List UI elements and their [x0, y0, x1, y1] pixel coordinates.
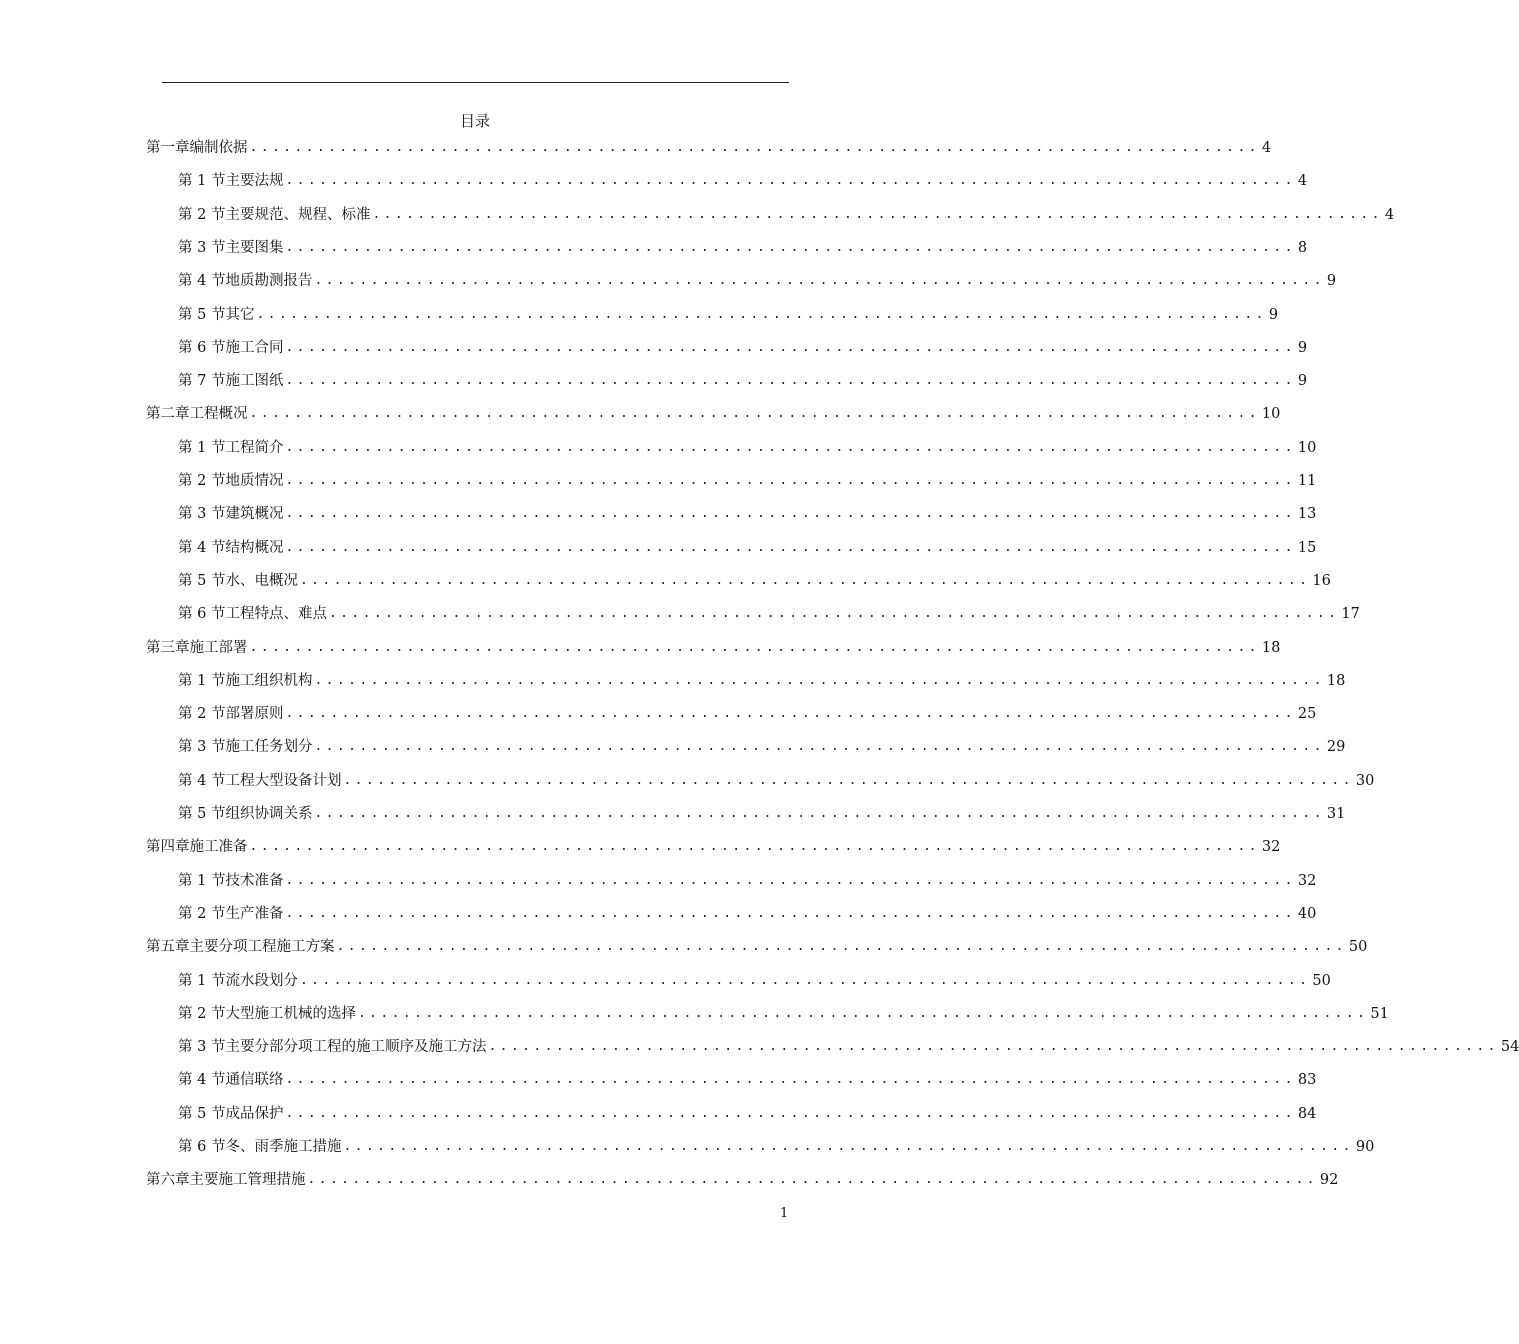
dot-leader: .......................................................................................... [299, 572, 1311, 588]
toc-entry-page: 50 [1348, 939, 1368, 956]
toc-section-entry[interactable] [178, 436, 1317, 458]
toc-section-entry[interactable] [178, 1002, 1389, 1024]
toc-chapter-entry[interactable] [146, 402, 1281, 424]
toc-section-entry[interactable] [178, 203, 1395, 225]
dot-leader: .......................................................................................... [314, 273, 1325, 289]
dot-leader: .......................................................................................... [285, 1105, 1296, 1121]
toc-section-entry[interactable] [178, 502, 1317, 524]
toc-entry-number: 第 6 节 [178, 339, 226, 356]
toc-section-entry[interactable] [178, 669, 1346, 691]
toc-section-entry[interactable] [178, 802, 1346, 824]
toc-entry-page: 4 [1297, 173, 1308, 190]
toc-chapter-entry[interactable] [146, 1168, 1339, 1190]
toc-entry-number: 第 1 节 [178, 972, 226, 989]
toc-section-entry[interactable] [178, 602, 1360, 624]
dot-leader: .......................................................................................... [285, 539, 1296, 555]
dot-leader: .......................................................................................... [357, 1005, 1369, 1021]
dot-leader: .......................................................................................... [249, 140, 1260, 155]
toc-entry-title: 主要规范、规程、标准 [225, 206, 371, 223]
toc-section-entry[interactable] [178, 1035, 1519, 1057]
dot-leader: .......................................................................................... [249, 639, 1260, 655]
toc-section-entry[interactable] [178, 1068, 1317, 1090]
toc-entry-page: 50 [1312, 972, 1331, 989]
toc-entry-title: 主要分项工程施工方案 [189, 939, 335, 956]
toc-entry-page: 32 [1261, 839, 1281, 856]
toc-section-entry[interactable] [178, 536, 1317, 558]
toc-section-entry[interactable] [178, 369, 1308, 391]
toc-entry-title: 工程特点、难点 [225, 606, 327, 623]
toc-entry-title: 通信联络 [225, 1072, 284, 1089]
toc-section-entry[interactable] [178, 569, 1331, 591]
dot-leader: .......................................................................................... [343, 772, 1354, 788]
toc-entry-title: 主要分部分项工程的施工顺序及施工方法 [225, 1039, 487, 1056]
toc-entry-page: 8 [1297, 239, 1308, 256]
dot-leader: .......................................................................................... [299, 972, 1311, 988]
toc-entry-number: 第二章 [146, 406, 190, 423]
toc-entry-number: 第 2 节 [178, 473, 226, 489]
toc-entry-title: 施工部署 [189, 639, 248, 656]
toc-chapter-entry[interactable] [146, 835, 1281, 857]
toc-entry-title: 成品保护 [225, 1105, 284, 1122]
toc-section-entry[interactable] [178, 902, 1317, 924]
toc-entry-title: 大型施工机械的选择 [225, 1005, 356, 1022]
toc-entry-page: 90 [1355, 1139, 1375, 1155]
dot-leader: .......................................................................................... [343, 1139, 1354, 1154]
toc-entry-title: 施工任务划分 [225, 739, 313, 756]
toc-section-entry[interactable] [178, 469, 1317, 491]
dot-leader: .......................................................................................... [285, 173, 1296, 189]
toc-section-entry[interactable] [178, 1135, 1375, 1157]
toc-entry-page: 4 [1261, 140, 1272, 156]
toc-entry-page: 13 [1297, 506, 1317, 523]
toc-entry-title: 组织协调关系 [225, 806, 313, 822]
toc-entry-title: 施工准备 [189, 839, 248, 856]
toc-chapter-entry[interactable] [146, 636, 1281, 658]
toc-entry-page: 40 [1297, 905, 1317, 922]
toc-section-entry[interactable] [178, 869, 1317, 891]
toc-entry-page: 32 [1297, 872, 1317, 889]
toc-entry-number: 第 1 节 [178, 672, 226, 689]
toc-entry-title: 结构概况 [225, 539, 284, 556]
toc-entry-title: 生产准备 [225, 905, 284, 922]
toc-entry-page: 9 [1297, 373, 1308, 390]
toc-entry-number: 第 2 节 [178, 706, 226, 723]
dot-leader: .......................................................................................... [314, 672, 1325, 688]
dot-leader: .......................................................................................... [285, 506, 1296, 522]
toc-entry-page: 16 [1312, 572, 1331, 589]
toc-entry-number: 第 5 节 [178, 806, 226, 822]
toc-section-entry[interactable] [178, 169, 1308, 191]
dot-leader: .......................................................................................... [307, 1172, 1318, 1188]
toc-entry-page: 11 [1297, 473, 1317, 489]
toc-entry-number: 第 2 节 [178, 206, 226, 223]
toc-entry-page: 10 [1297, 439, 1317, 456]
toc-entry-number: 第四章 [146, 839, 190, 856]
toc-entry-page: 25 [1297, 706, 1317, 723]
toc-entry-number: 第 3 节 [178, 239, 226, 256]
toc-entry-title: 施工合同 [225, 339, 284, 356]
dot-leader: .......................................................................................... [285, 905, 1296, 921]
toc-entry-number: 第 6 节 [178, 606, 226, 623]
toc-entry-number: 第 3 节 [178, 1039, 226, 1056]
toc-entry-title: 地质勘测报告 [225, 273, 313, 290]
toc-entry-title: 工程大型设备计划 [225, 772, 342, 789]
toc-entry-title: 工程概况 [189, 406, 248, 423]
toc-entry-page: 92 [1319, 1172, 1339, 1189]
toc-entry-number: 第 2 节 [178, 1005, 226, 1022]
toc-entry-page: 9 [1297, 339, 1308, 356]
toc-chapter-entry[interactable] [146, 136, 1272, 158]
dot-leader: .......................................................................................... [285, 439, 1296, 455]
toc-entry-number: 第 5 节 [178, 1105, 226, 1122]
toc-entry-page: 15 [1297, 539, 1317, 556]
toc-entry-title: 水、电概况 [225, 572, 298, 589]
dot-leader: .......................................................................................... [314, 806, 1325, 821]
toc-entry-title: 部署原则 [225, 706, 284, 723]
dot-leader: .......................................................................................... [249, 406, 1260, 422]
toc-entry-page: 9 [1326, 273, 1337, 290]
toc-entry-title: 流水段划分 [225, 972, 298, 989]
toc-section-entry[interactable] [178, 769, 1375, 791]
dot-leader: .......................................................................................... [249, 839, 1260, 855]
toc-entry-number: 第 5 节 [178, 306, 226, 323]
toc-entry-title: 工程简介 [225, 439, 284, 456]
toc-entry-number: 第 4 节 [178, 273, 226, 290]
toc-entry-title: 其它 [225, 306, 255, 323]
dot-leader: .......................................................................................... [488, 1039, 1499, 1055]
toc-entry-page: 83 [1297, 1072, 1317, 1089]
toc-entry-title: 地质情况 [225, 473, 284, 489]
toc-section-entry[interactable] [178, 269, 1337, 291]
dot-leader: .......................................................................................... [285, 706, 1296, 722]
toc-entry-page: 30 [1355, 772, 1375, 789]
toc-entry-title: 施工图纸 [225, 373, 284, 390]
toc-entry-page: 4 [1384, 206, 1395, 223]
dot-leader: .......................................................................................... [336, 939, 1347, 955]
toc-entry-title: 编制依据 [189, 140, 248, 156]
toc-entry-title: 主要图集 [225, 239, 284, 256]
toc-entry-page: 29 [1326, 739, 1346, 756]
dot-leader: .......................................................................................... [285, 872, 1296, 888]
toc-entry-number: 第六章 [146, 1172, 190, 1189]
toc-entry-title: 主要法规 [225, 173, 284, 190]
toc-entry-number: 第 2 节 [178, 905, 226, 922]
toc-entry-page: 18 [1326, 672, 1346, 689]
toc-entry-title: 建筑概况 [225, 506, 284, 523]
dot-leader: .......................................................................................... [314, 739, 1325, 755]
toc-section-entry[interactable] [178, 735, 1346, 757]
toc-section-entry[interactable] [178, 236, 1308, 258]
toc-entry-title: 冬、雨季施工措施 [225, 1139, 342, 1155]
toc-entry-number: 第 3 节 [178, 739, 226, 756]
toc-entry-page: 17 [1341, 606, 1360, 623]
toc-entry-number: 第 1 节 [178, 872, 226, 889]
toc-entry-number: 第 5 节 [178, 572, 226, 589]
toc-chapter-entry[interactable] [146, 935, 1368, 957]
toc-entry-number: 第 1 节 [178, 173, 226, 190]
toc-entry-number: 第 1 节 [178, 439, 226, 456]
toc-entry-number: 第 7 节 [178, 373, 226, 390]
toc-entry-number: 第 4 节 [178, 1072, 226, 1089]
dot-leader: .......................................................................................... [372, 206, 1383, 222]
dot-leader: .......................................................................................... [285, 339, 1296, 355]
page-number: 1 [780, 1206, 789, 1221]
toc-entry-page: 9 [1268, 306, 1279, 323]
dot-leader: .......................................................................................... [285, 373, 1296, 389]
toc-entry-number: 第一章 [146, 140, 190, 156]
toc-entry-page: 51 [1370, 1005, 1389, 1022]
header-rule [162, 82, 789, 83]
toc-entry-number: 第 6 节 [178, 1139, 226, 1155]
toc-entry-title: 施工组织机构 [225, 672, 313, 689]
dot-leader: .......................................................................................... [285, 239, 1296, 255]
toc-entry-number: 第三章 [146, 639, 190, 656]
toc-section-entry[interactable] [178, 702, 1317, 724]
dot-leader: .......................................................................................... [256, 306, 1267, 322]
toc-title: 目录 [459, 112, 490, 130]
toc-entry-number: 第 4 节 [178, 539, 226, 556]
toc-section-entry[interactable] [178, 336, 1308, 358]
dot-leader: .......................................................................................... [285, 1072, 1296, 1088]
toc-entry-number: 第 4 节 [178, 772, 226, 789]
toc-entry-page: 31 [1326, 806, 1346, 822]
toc-entry-title: 技术准备 [225, 872, 284, 889]
toc-entry-page: 54 [1500, 1039, 1519, 1056]
toc-entry-page: 84 [1297, 1105, 1317, 1122]
dot-leader: .......................................................................................... [328, 606, 1340, 622]
toc-entry-page: 10 [1261, 406, 1281, 423]
toc-section-entry[interactable] [178, 303, 1279, 325]
toc-section-entry[interactable] [178, 969, 1331, 991]
toc-section-entry[interactable] [178, 1102, 1317, 1124]
toc-entry-page: 18 [1261, 639, 1281, 656]
toc-entry-number: 第 3 节 [178, 506, 226, 523]
toc-entry-number: 第五章 [146, 939, 190, 956]
dot-leader: .......................................................................................... [285, 473, 1296, 488]
toc-entry-title: 主要施工管理措施 [189, 1172, 306, 1189]
